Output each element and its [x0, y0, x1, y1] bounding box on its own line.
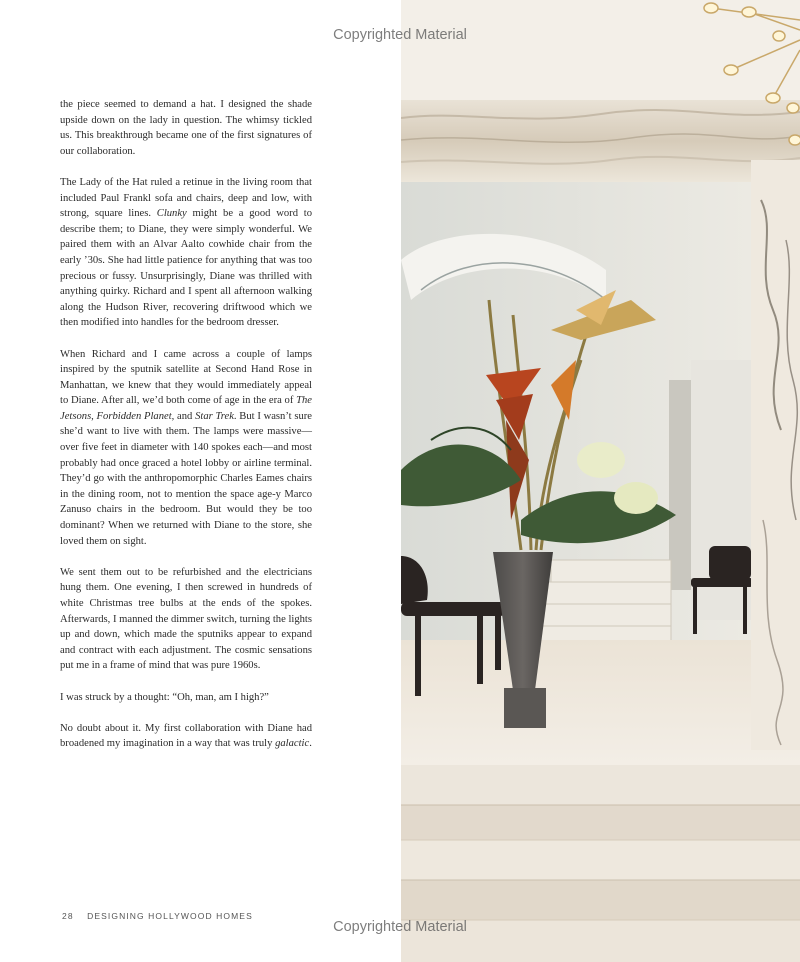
paragraph-4-text: We sent them out to be refurbished and the electricians hung them. One evening, I then screwed in hundreds of white Christmas tree bulbs at the ends of the spokes. Afterwards, I manned the dimmer switch, turning the lights up and down, which made the sputniks appear to expand and contract with each adjustment. The cosmic sensations put me in a frame of mind that was pure 1960s.: [60, 566, 312, 672]
paragraph-3-text-c: . But I wasn’t sure she’d want to live with them. The lamps were massive—over five feet in diameter with 140 spokes each—and most probably had once graced a hotel lobby or airline terminal. They’d go with the anthropomorphic Charles Eames chairs in the dining room, not to mention the space age-y Marco Zanuso chairs in the bedroom. But would they be too dominant? When we returned with Diane to the store, she loved them on sight.: [60, 410, 312, 547]
page-number: 28: [62, 911, 74, 921]
copyright-watermark-top: Copyrighted Material: [333, 27, 467, 43]
paragraph-6: [60, 721, 312, 752]
paragraph-3-italic-2: Star Trek: [195, 410, 234, 422]
paragraph-3-text-b: and: [174, 410, 196, 422]
paragraph-1: [60, 97, 312, 159]
paragraph-3-text-a: When Richard and I came across a couple of lamps inspired by the sputnik satellite at Second Hand Rose in Manhattan, we knew that they would immediately appeal to Diane. After all, we’d both come of age in the era of: [60, 348, 312, 407]
paragraph-5: [60, 690, 312, 706]
ceiling: [401, 0, 800, 105]
interior-photograph: [401, 0, 800, 962]
running-title: DESIGNING HOLLYWOOD HOMES: [87, 911, 253, 921]
doorway: [669, 380, 691, 590]
marble-pillar: [751, 160, 800, 750]
marble-beam: [401, 100, 800, 182]
paragraph-5-text: I was struck by a thought: “Oh, man, am I high?”: [60, 691, 269, 703]
paragraph-6-text-a: No doubt about it. My first collaboration with Diane had broadened my imagination in a way that was truly: [60, 722, 312, 750]
floor: [401, 640, 800, 765]
copyright-watermark-bottom: Copyrighted Material: [333, 919, 467, 935]
paragraph-6-text-b: .: [309, 738, 312, 750]
paragraph-6-italic: galactic: [275, 738, 310, 750]
paragraph-2-text-a: The Lady of the Hat ruled a retinue in the living room that included Paul Frankl sofa and chairs, deep and low, with strong, square lines.: [60, 176, 312, 220]
body-text: [60, 97, 312, 768]
paragraph-2: [60, 175, 312, 331]
paragraph-4: [60, 565, 312, 674]
paragraph-3: [60, 347, 312, 550]
vase-base: [504, 688, 546, 728]
paragraph-2-text-b: might be a good word to describe them; to Diane, they were simply wonderful. We paired them with an Alvar Aalto cowhide chair from the early ’30s. She had little patience for anything that was too precious or fussy. Unsurprisingly, Diane was thrilled with anything quirky. Richard and I spent all afternoon walking along the Hudson River, recovering driftwood which we then modified into handles for the bedroom dresser.: [60, 208, 312, 329]
paragraph-3-italic-1: The Jetsons, Forbidden Planet,: [60, 395, 312, 422]
paragraph-1-text: the piece seemed to demand a hat. I designed the shade upside down on the lady in question. The whimsy tickled us. This breakthrough became one of the first signatures of our collaboration.: [60, 99, 312, 157]
paragraph-2-italic: Clunky: [156, 208, 187, 220]
